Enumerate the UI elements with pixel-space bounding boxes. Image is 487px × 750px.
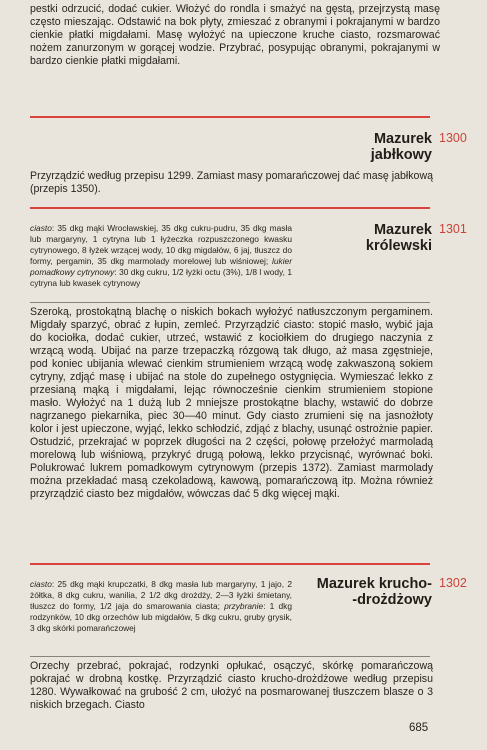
recipe-ingredients-1301 (30, 223, 292, 288)
section-divider (30, 116, 430, 118)
recipe-number-1300: 1300 (439, 131, 467, 145)
recipe-title-line: Mazurek (373, 222, 432, 238)
recipe-method-1302: Orzechy przebrać, pokrajać, rodzynki opłukać, osączyć, skórkę pomarańczową pokrajać w drobną kostkę. Przyrządzić ciasto krucho-drożdżowe według przepisu 1280. Wywałkować na grubość 2 cm, ułożyć na posmarowanej tłuszczem blasze o 3 niskich brzegach. Ciasto (30, 660, 433, 711)
recipe-title-line: jabłkowy (370, 147, 432, 163)
recipe-title-line: królewski (365, 238, 432, 254)
recipe-title-line: -drożdżowy (352, 592, 432, 608)
recipe-title-1300 (300, 131, 432, 163)
ingredients-rule (30, 656, 430, 657)
ingredient-list: : 35 dkg mąki Wrocławskiej, 35 dkg cukru-pudru, 35 dkg masła lub margaryny, 1 cytryna lub 1 łyżeczka rozpuszczonego kwasku cytrynowego, 8 łyżek wrzącej wody, 10 dkg migdałów, 6 jaj, tłuszcz do formy, pergamin, 35 dkg marmolady morelowej lub wiśniowej; (30, 223, 292, 266)
intro-paragraph: pestki odrzucić, dodać cukier. Włożyć do rondla i smażyć na gęstą, przejrzystą masę często mieszając. Odstawić na bok płyty, zmieszać z obranymi i pokrajanymi w bardzo cienkie płatki migdałami. Masę wyłożyć na upieczone kruche ciasto, rozsmarować nożem zanurzonym w gorącej wodzie. Przybrać, posypując obranymi, pokrajanymi w bardzo cienkie płatki migdałami. (30, 3, 440, 67)
recipe-title-line: Mazurek (373, 131, 432, 147)
ingredient-list: : 25 dkg mąki krupczatki, 8 dkg masła lub margaryny, 1 jajo, 2 żółtka, 8 dkg cukru, wanilia, 2 1/2 dkg drożdży, 2—3 łyżki śmietany, tłuszcz do formy, 1/2 jaja do smarowania ciasta; (30, 579, 292, 611)
recipe-method-1300: Przyrządzić według przepisu 1299. Zamiast masy pomarańczowej dać masę jabłkową (przepis 1350). (30, 170, 433, 195)
ingredients-rule (30, 302, 430, 303)
ingredient-section-label: ciasto (30, 223, 52, 233)
recipe-number-1301: 1301 (439, 222, 467, 236)
recipe-number-1302: 1302 (439, 576, 467, 590)
section-divider (30, 207, 430, 209)
ingredient-list: : 30 dkg cukru, 1/2 łyżki octu (3%), 1/8 l wody, 1 cytryna lub kwasek cytrynowy (30, 266, 293, 288)
recipe-title-1301 (300, 222, 432, 254)
recipe-title-1302 (286, 576, 432, 608)
ingredient-section-label: ciasto (30, 579, 52, 589)
ingredient-section-label: lukier pomadkowy cytrynowy (30, 255, 292, 277)
recipe-ingredients-1302 (30, 579, 292, 634)
ingredient-list: : 1 dkg rodzynków, 10 dkg orzechów lub migdałów, 5 dkg cukru, gruby grysik, 3 dkg skórki pomarańczowej (30, 600, 292, 633)
recipe-title-line: Mazurek krucho- (316, 576, 432, 592)
page-number: 685 (409, 722, 429, 734)
recipe-method-1301: Szeroką, prostokątną blachę o niskich bokach wyłożyć natłuszczonym pergaminem. Migdały sparzyć, obrać z łupin, zemleć. Przyrządzić ciasto: stopić masło, wybić jaja do kociołka, dodać cukier, utrzeć, wstawić z kociołkiem do drugiego naczynia z wrzącą wodą. Ubijać na parze trzepaczką rózgową tak długo, aż masa zgęstnieje, pod koniec ubijania wlewać cienkim strumieniem wrzącą wodę zakwaszoną sokiem cytryny, zdjąć masę i ubijać na stole do zupełnego ostygnięcia. Wymieszać lekko z przesianą mąką i migdałami, lejąc równocześnie cienkim strumieniem stopione masło. Wyłożyć na 1 dużą lub 2 mniejsze prostokątne blachy, wstawić do dobrze nagrzanego piekarnika, piec 30—40 minut. Gdy ciasto zrumieni się na jasnożłoty kolor i jest upieczone, wyjąć, lekko schłodzić, zdjąć z blachy, usunąć ostrożnie papier. Ostudzić, przekrajać w poprzek długości na 2 części, połowę przełożyć marmoladą morelową lub wiśniową, przykryć drugą połową, lekko przycisnąć, wyrównać boki. Polukrować lukrem pomadkowym cytrynowym (przepis 1372). Zamiast marmolady można przekładać masą czekoladową, kawową, pomarańczową itp. Można również przyrządzić ciasto bez migdałów, wówczas dać 5 dkg więcej mąki. (30, 306, 433, 500)
ingredient-section-label: przybranie (224, 600, 264, 611)
section-divider (30, 563, 430, 565)
